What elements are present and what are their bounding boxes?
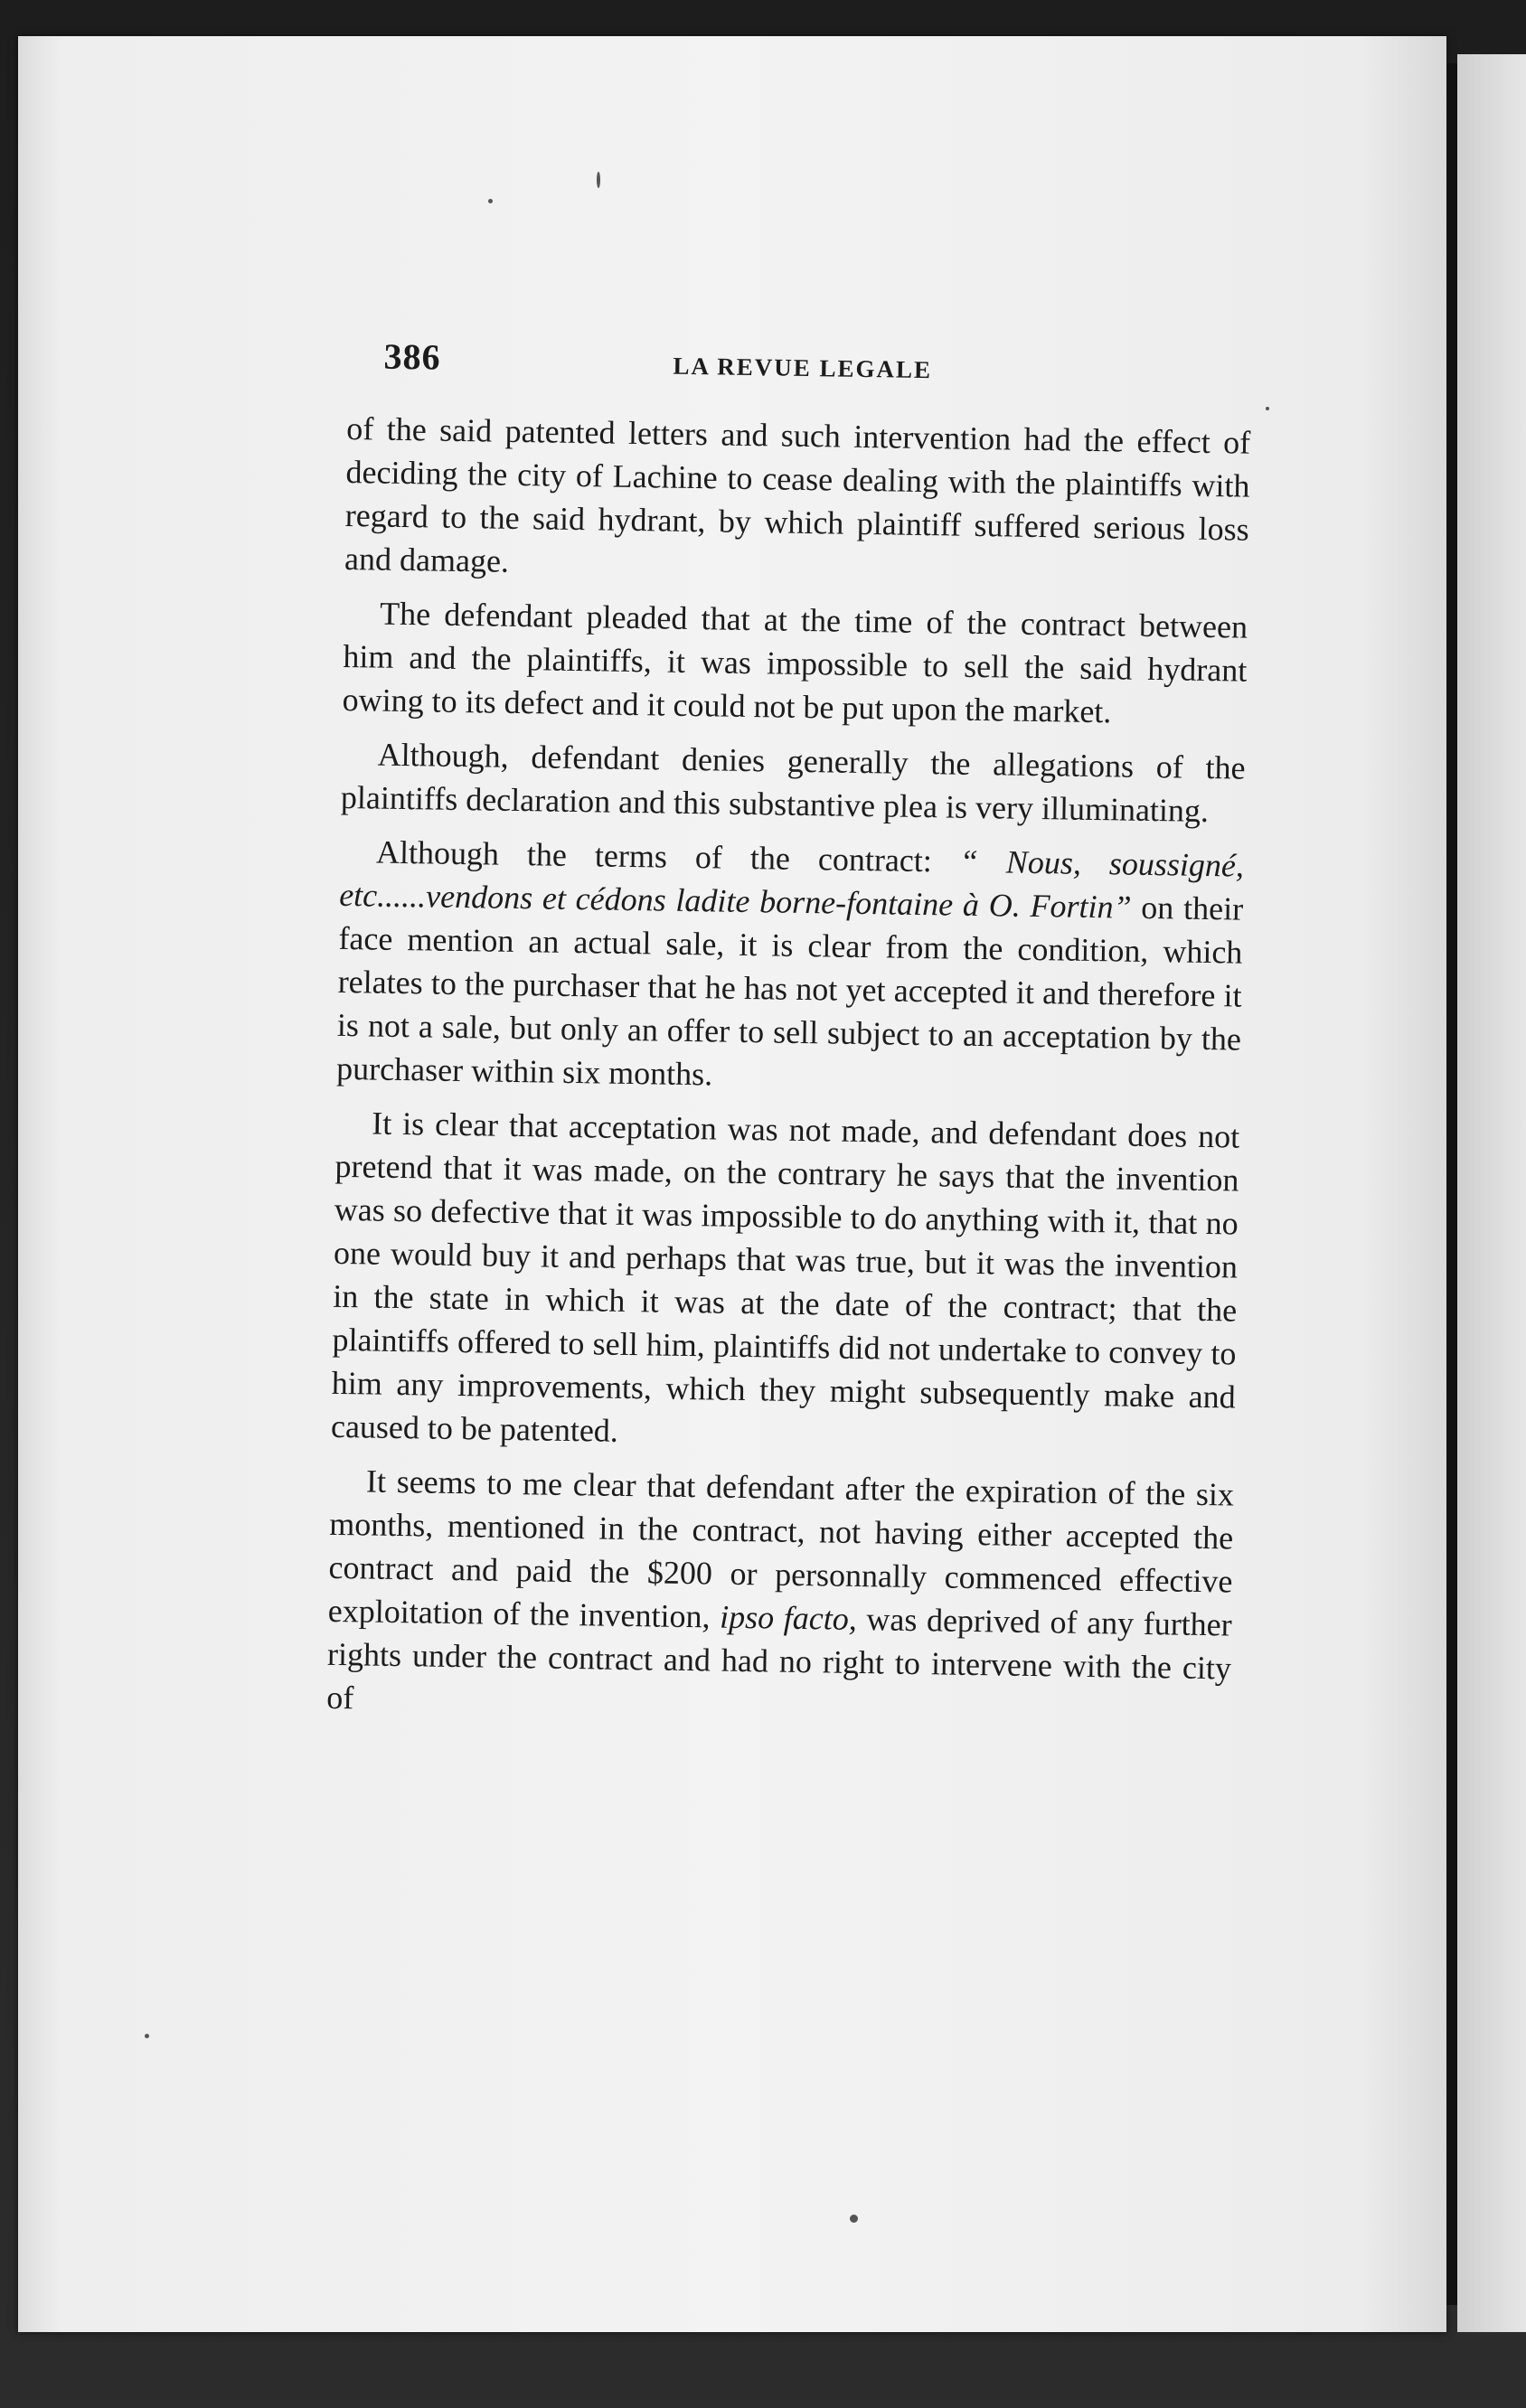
paper-speck <box>1266 407 1269 410</box>
paragraph-6-rest: was deprived of any further rights under the contract and had no right to intervene with the city of <box>325 1601 1233 1717</box>
paragraph-4-lead: Although the terms of the contract: <box>375 833 961 879</box>
paragraph-4-rest: on their face mention an actual sale, it is clear from the condition, which relates to the purchaser that he has not yet accepted it and therefore it is not a sale, but only an offer to sell subject to an acceptation by the purchaser within six months. <box>335 889 1244 1093</box>
paragraph-5: It is clear that acceptation was not made, and defendant does not pretend that it was made, on the contrary he says that the invention was so defective that it was impossible to do anything with it, that no one would buy it and perhaps that was true, but it was the invention in the state in which it was at the date of the contract; that the plaintiffs offered to sell him, plaintiffs did not undertake to convey to him any improvements, which they might subsequently make and caused to be patented. <box>330 1105 1240 1449</box>
contract-quote: “ Nous, soussigné, etc......vendons et cédons ladite borne-fontaine à O. Fortin” <box>338 842 1245 926</box>
latin-phrase: ipso facto, <box>719 1598 858 1638</box>
paragraph-6 <box>326 1459 1234 1734</box>
paragraph-6-lead: It seems to me clear that defendant after the expiration of the six months, mentioned in the contract, not having either accepted the contract and paid the $200 or personnally commenced effective exploitation of the invention, <box>327 1463 1235 1635</box>
adjacent-page-edge <box>1457 54 1526 2332</box>
paper-speck <box>145 2034 149 2038</box>
page-number: 386 <box>383 335 441 378</box>
paragraph-2: The defendant pleaded that at the time of the contract between him and the plaintiffs, it was impossible to sell the said hydrant owing to its defect and it could not be put upon the market. <box>342 595 1248 730</box>
paper-speck <box>488 199 493 203</box>
page-edge-shadow <box>1446 63 1457 2305</box>
page-header <box>347 334 1252 421</box>
paragraph-3: Although, defendant denies generally the allegations of the plaintiffs declaration and this substantive plea is very illuminating. <box>340 736 1246 830</box>
paper-speck <box>850 2215 858 2223</box>
paragraph-1: of the said patented letters and such intervention had the effect of deciding the city of Lachine to cease dealing with the plaintiffs with regard to the said hydrant, by which plaintiff suffered serious loss and damage. <box>344 409 1251 579</box>
page-text <box>326 334 1252 1745</box>
paper-speck <box>597 172 600 188</box>
running-head: LA REVUE LEGALE <box>673 352 933 384</box>
paragraph-4 <box>336 830 1244 1105</box>
